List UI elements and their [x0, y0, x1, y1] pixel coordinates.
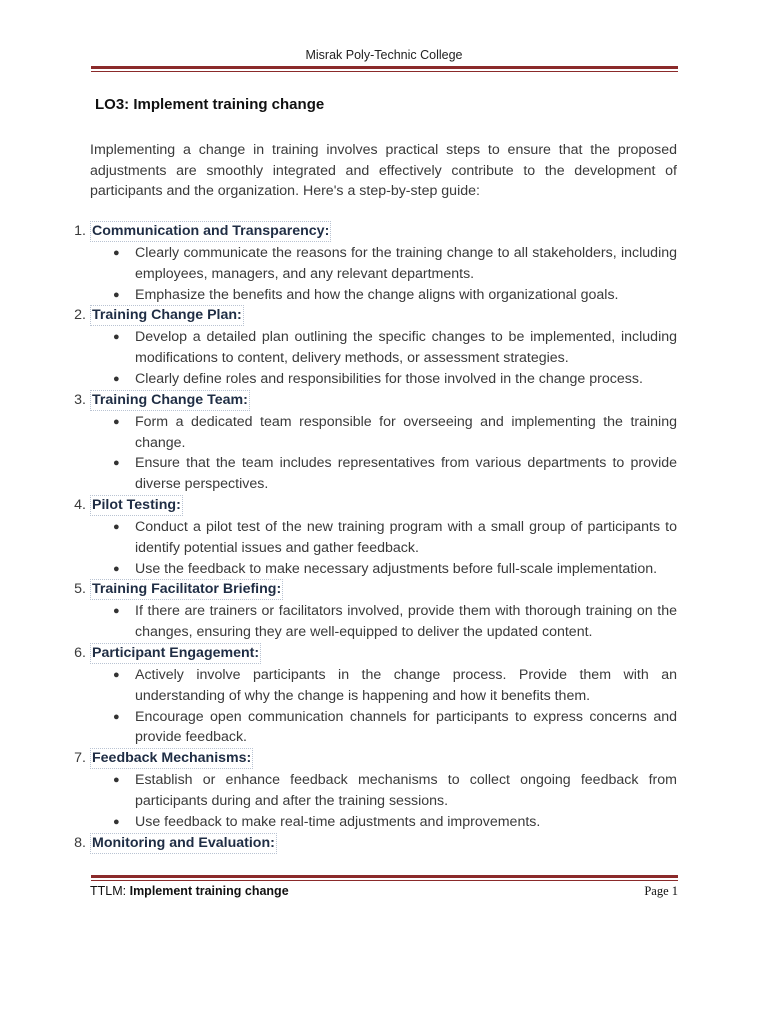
bullet-dot-icon: ●	[113, 774, 120, 787]
step-item	[74, 305, 680, 389]
bullet-text: Use feedback to make real-time adjustments and improvements.	[135, 813, 541, 830]
footer-rule-thin	[91, 880, 678, 881]
bullet-dot-icon: ●	[113, 415, 120, 428]
step-number: 4.	[74, 496, 86, 513]
step-number: 7.	[74, 750, 86, 767]
bullet-list	[90, 412, 680, 495]
college-name: Misrak Poly-Technic College	[305, 48, 463, 62]
bullet-item	[90, 601, 677, 643]
header-rule-thin	[91, 71, 678, 72]
bullet-text: Use the feedback to make necessary adjustments before full-scale implementation.	[135, 560, 658, 577]
bullet-text: Form a dedicated team responsible for overseeing and implementing the training change.	[135, 413, 677, 451]
bullet-dot-icon: ●	[113, 372, 120, 385]
bullet-list	[90, 517, 680, 579]
bullet-text: Establish or enhance feedback mechanisms to collect ongoing feedback from participants during and after the training sessions.	[135, 772, 677, 809]
bullet-item	[90, 665, 677, 707]
step-number: 1.	[74, 223, 86, 239]
bullet-item	[90, 707, 677, 749]
step-item	[74, 833, 680, 855]
footer-title	[90, 884, 289, 898]
bullet-dot-icon: ●	[113, 815, 120, 828]
step-title: Training Change Team:	[90, 390, 250, 411]
bullet-text: If there are trainers or facilitators involved, provide them with thorough training on the changes, ensuring they are well-equipped to deliver the updated content.	[135, 603, 677, 641]
bullet-dot-icon: ●	[113, 288, 120, 301]
intro-paragraph: Implementing a change in training involves practical steps to ensure that the proposed adjustments are smoothly integrated and effectively contribute to the development of participants and the organization. Here's a step-by-step guide:	[90, 142, 677, 199]
bullet-text: Conduct a pilot test of the new training program with a small group of participants to identify potential issues and gather feedback.	[135, 518, 677, 556]
bullet-item	[90, 327, 677, 369]
step-title: Communication and Transparency:	[90, 221, 331, 242]
step-item	[74, 495, 680, 579]
bullet-list	[90, 770, 680, 832]
step-title: Participant Engagement:	[90, 643, 261, 664]
page-number: Page 1	[644, 884, 678, 898]
bullet-dot-icon: ●	[113, 457, 120, 470]
footer-module-title: Implement training change	[129, 884, 289, 898]
bullet-text: Clearly communicate the reasons for the training change to all stakeholders, including employees, managers, and any relevant departments.	[135, 245, 677, 282]
bullet-dot-icon: ●	[113, 710, 120, 723]
bullet-dot-icon: ●	[113, 247, 120, 259]
bullet-item	[90, 517, 677, 559]
bullet-list	[90, 243, 680, 305]
bullet-dot-icon: ●	[113, 668, 120, 681]
bullet-text: Ensure that the team includes representatives from various departments to provide diverse perspectives.	[135, 455, 677, 493]
bullet-text: Emphasize the benefits and how the change aligns with organizational goals.	[135, 286, 619, 303]
step-item	[74, 221, 680, 305]
bullet-dot-icon: ●	[113, 562, 120, 575]
step-item	[74, 579, 680, 643]
bullet-item	[90, 285, 677, 306]
bullet-item	[90, 243, 677, 285]
bullet-item	[90, 812, 677, 833]
bullet-text: Clearly define roles and responsibilities for those involved in the change process.	[135, 370, 643, 387]
step-item	[74, 748, 680, 832]
step-item	[74, 643, 680, 748]
step-title: Monitoring and Evaluation:	[90, 833, 277, 854]
footer-rule-thick	[91, 875, 678, 878]
bullet-list	[90, 327, 680, 389]
bullet-list	[90, 665, 680, 748]
step-number: 6.	[74, 644, 86, 661]
bullet-dot-icon: ●	[113, 331, 120, 344]
bullet-dot-icon: ●	[113, 605, 120, 618]
bullet-item	[90, 559, 677, 580]
steps-list	[74, 221, 680, 855]
step-title: Training Change Plan:	[90, 305, 244, 326]
header-rule-thick	[91, 66, 678, 69]
bullet-item	[90, 369, 677, 390]
step-title: Training Facilitator Briefing:	[90, 579, 283, 600]
bullet-item	[90, 453, 677, 495]
step-item	[74, 390, 680, 495]
step-title: Pilot Testing:	[90, 495, 183, 516]
bullet-text: Encourage open communication channels for participants to express concerns and provide feedback.	[135, 708, 677, 746]
bullet-list	[90, 601, 680, 643]
step-number: 5.	[74, 581, 86, 598]
section-heading: LO3: Implement training change	[95, 96, 325, 113]
bullet-text: Develop a detailed plan outlining the specific changes to be implemented, including modifications to content, delivery methods, or assessment strategies.	[135, 329, 677, 367]
step-number: 2.	[74, 307, 86, 324]
bullet-text: Actively involve participants in the change process. Provide them with an understanding of why the change is happening and how it benefits them.	[135, 666, 677, 704]
bullet-item	[90, 770, 677, 812]
bullet-dot-icon: ●	[113, 520, 120, 533]
step-number: 8.	[74, 834, 86, 851]
bullet-item	[90, 412, 677, 454]
footer-prefix: TTLM:	[90, 884, 130, 898]
step-title: Feedback Mechanisms:	[90, 748, 253, 769]
step-number: 3.	[74, 391, 86, 408]
